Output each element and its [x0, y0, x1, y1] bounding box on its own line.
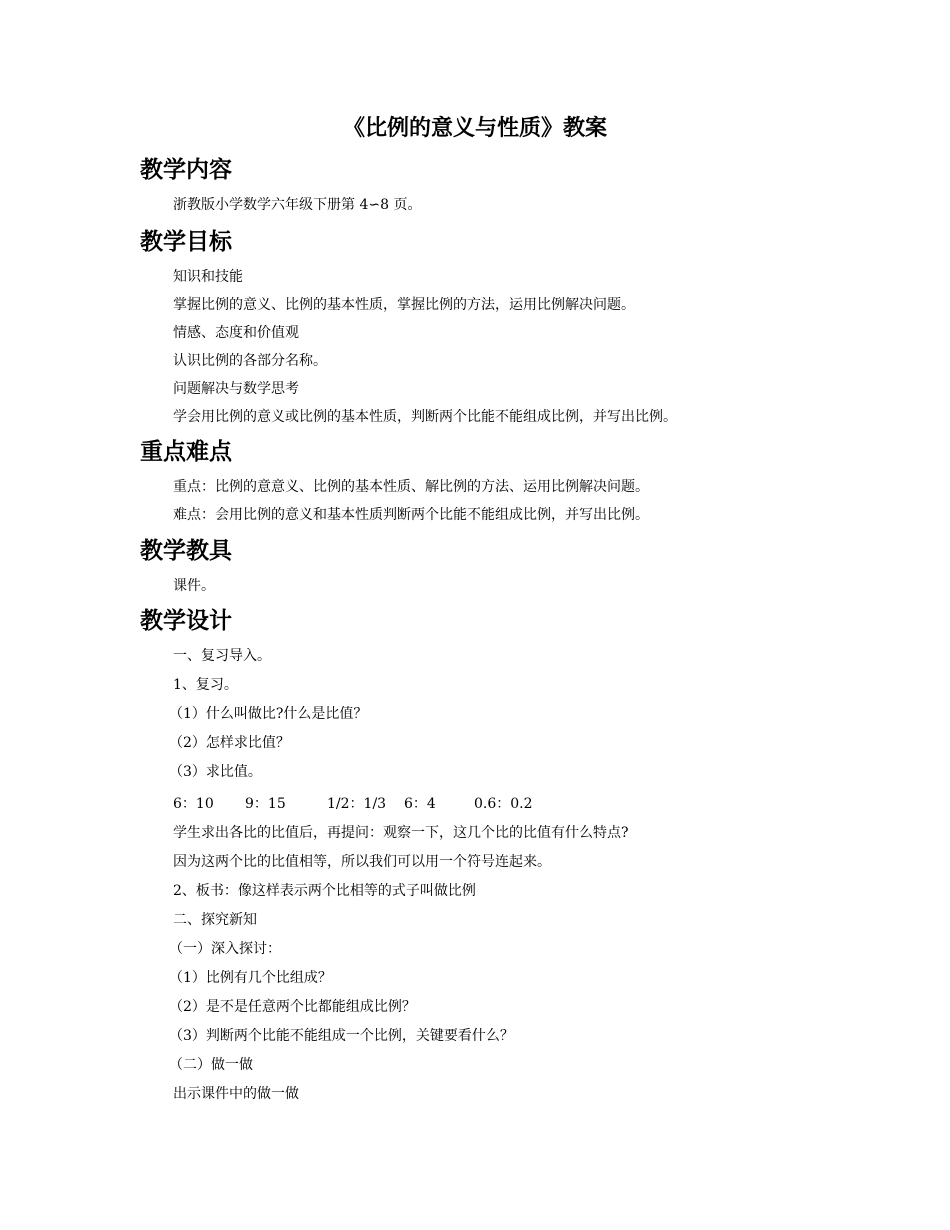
section-heading: 教学设计	[140, 608, 232, 634]
paragraph-line: （1）比例有几个比组成？	[169, 970, 332, 986]
paragraph-line: 学会用比例的意义或比例的基本性质，判断两个比能不能组成比例，并写出比例。	[173, 409, 677, 425]
paragraph-line: （2）是不是任意两个比都能组成比例？	[169, 999, 416, 1015]
section-key-points	[140, 437, 820, 529]
document-title: 《比例的意义与性质》教案	[342, 116, 607, 141]
paragraph-line: 知识和技能	[173, 269, 243, 285]
section-teaching-goals	[140, 227, 820, 431]
paragraph-line: （二）做一做	[169, 1057, 253, 1073]
ratio-item: 9：15	[245, 796, 286, 812]
section-heading: 重点难点	[140, 439, 232, 465]
ratio-item: 1/2：1/3	[327, 796, 387, 812]
paragraph-line: 认识比例的各部分名称。	[173, 353, 327, 369]
ratio-item: 0.6：0.2	[474, 796, 533, 812]
ratio-item: 6：10	[173, 796, 214, 812]
ratio-item: 6：4	[404, 796, 436, 812]
paragraph-line: 情感、态度和价值观	[173, 325, 299, 341]
paragraph-line: （3）求比值。	[169, 764, 262, 780]
paragraph-line: 出示课件中的做一做	[173, 1086, 299, 1102]
paragraph-line: 掌握比例的意义、比例的基本性质，掌握比例的方法，运用比例解决问题。	[173, 297, 635, 313]
paragraph-line: 1、复习。	[173, 677, 238, 693]
section-teaching-content	[140, 155, 820, 219]
section-heading: 教学目标	[140, 229, 232, 255]
section-heading: 教学教具	[140, 538, 232, 564]
paragraph-line: 二、探究新知	[173, 912, 257, 928]
paragraph-line: （2）怎样求比值？	[169, 735, 290, 751]
paragraph-line: 因为这两个比的比值相等，所以我们可以用一个符号连起来。	[173, 854, 551, 870]
section-heading: 教学内容	[140, 157, 232, 183]
paragraph-line: 问题解决与数学思考	[173, 381, 299, 397]
paragraph-line: 课件。	[173, 578, 215, 594]
paragraph-line: 浙教版小学数学六年级下册第 4∽8 页。	[173, 197, 422, 213]
ratio-list	[173, 790, 820, 819]
paragraph-line: （3）判断两个比能不能组成一个比例，关键要看什么？	[169, 1028, 514, 1044]
section-teaching-design	[140, 606, 820, 1109]
paragraph-line: 学生求出各比的比值后，再提问：观察一下，这几个比的比值有什么特点?	[173, 825, 629, 841]
paragraph-line: 重点：比例的意意义、比例的基本性质、解比例的方法、运用比例解决问题。	[173, 479, 649, 495]
paragraph-line: 一、复习导入。	[173, 648, 271, 664]
paragraph-line: （1）什么叫做比?什么是比值？	[169, 706, 368, 722]
paragraph-line: （一）深入探讨：	[169, 941, 281, 957]
section-teaching-tools	[140, 536, 820, 600]
paragraph-line: 2、板书：像这样表示两个比相等的式子叫做比例	[173, 883, 476, 899]
paragraph-line: 难点：会用比例的意义和基本性质判断两个比能不能组成比例，并写出比例。	[173, 507, 649, 523]
